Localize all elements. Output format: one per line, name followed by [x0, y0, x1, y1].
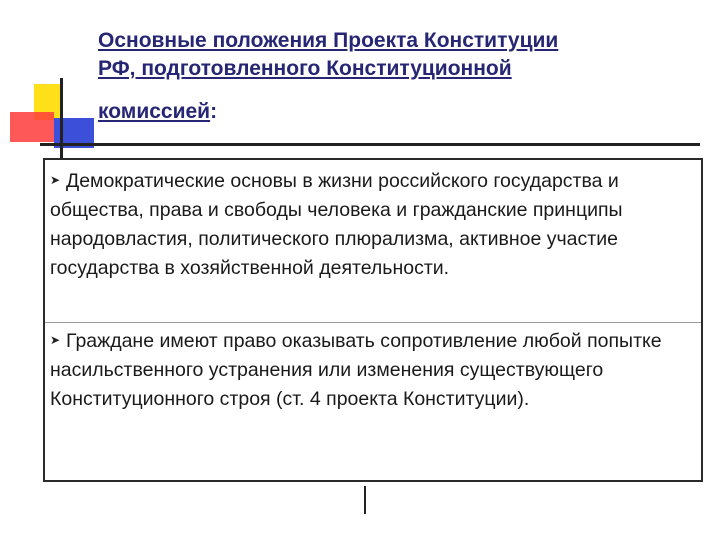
title-line-1: Основные положения Проекта Конституции [98, 29, 559, 52]
title-line-3-text: комиссией [98, 100, 211, 123]
title-line-2: РФ, подготовленного Конституционной [98, 57, 512, 80]
arrow-bullet-icon: ➤ [50, 333, 61, 347]
item-divider [45, 322, 701, 323]
decor-horizontal-line [40, 143, 700, 146]
decor-vertical-line [60, 78, 63, 158]
slide-title [98, 27, 678, 126]
list-item-text: Демократические основы в жизни российского государства и общества, права и свободы человека и гражданские принципы народовластия, политического плюрализма, активное участие государства в хозяйственной деятельности. [50, 170, 623, 279]
list-item [50, 166, 693, 283]
list-item-text: Граждане имеют право оказывать сопротивление любой попытке насильственного устранения или изменения существующего Конституционного строя (ст. 4 проекта Конституции). [50, 330, 662, 410]
decor-bottom-line [364, 486, 366, 514]
title-colon: : [210, 100, 218, 123]
arrow-bullet-icon: ➤ [50, 173, 61, 187]
list-item [50, 326, 693, 414]
decor-red-square [10, 112, 54, 142]
content-box [43, 158, 703, 482]
title-line-3 [98, 98, 678, 126]
